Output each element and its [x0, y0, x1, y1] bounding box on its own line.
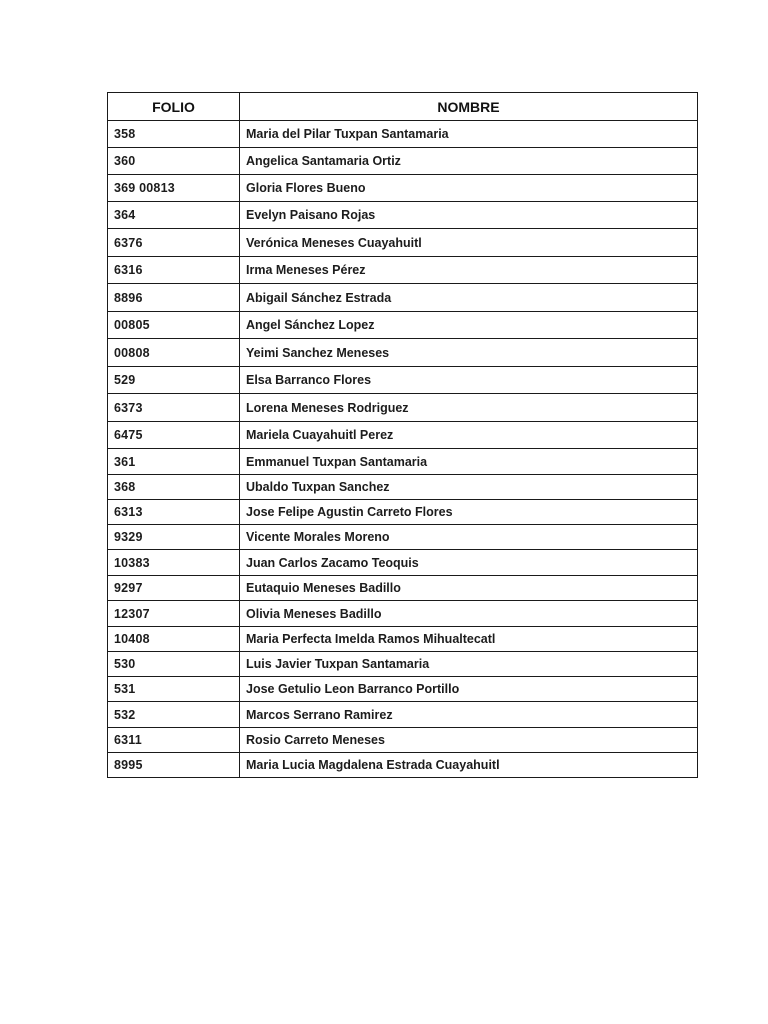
nombre-cell: Jose Getulio Leon Barranco Portillo [240, 677, 698, 702]
folio-cell: 364 [108, 202, 240, 229]
table-row [108, 229, 698, 257]
folio-cell: 6373 [108, 394, 240, 422]
folio-cell: 9297 [108, 576, 240, 601]
nombre-cell: Rosio Carreto Meneses [240, 728, 698, 753]
table-row [108, 284, 698, 312]
nombre-cell: Vicente Morales Moreno [240, 525, 698, 550]
nombre-cell: Juan Carlos Zacamo Teoquis [240, 550, 698, 576]
folio-cell: 9329 [108, 525, 240, 550]
nombre-cell: Mariela Cuayahuitl Perez [240, 422, 698, 449]
folio-cell: 361 [108, 449, 240, 475]
folio-cell: 10383 [108, 550, 240, 576]
nombre-cell: Verónica Meneses Cuayahuitl [240, 229, 698, 257]
folio-cell: 6313 [108, 500, 240, 525]
nombre-cell: Maria Perfecta Imelda Ramos Mihualtecatl [240, 627, 698, 652]
nombre-cell: Elsa Barranco Flores [240, 367, 698, 394]
folio-cell: 6316 [108, 257, 240, 284]
nombre-cell: Angel Sánchez Lopez [240, 312, 698, 339]
nombre-cell: Yeimi Sanchez Meneses [240, 339, 698, 367]
folio-cell: 531 [108, 677, 240, 702]
folio-name-table [107, 92, 698, 778]
folio-cell: 532 [108, 702, 240, 728]
folio-cell: 530 [108, 652, 240, 677]
nombre-cell: Ubaldo Tuxpan Sanchez [240, 475, 698, 500]
folio-cell: 529 [108, 367, 240, 394]
nombre-cell: Emmanuel Tuxpan Santamaria [240, 449, 698, 475]
table-row [108, 339, 698, 367]
folio-cell: 12307 [108, 601, 240, 627]
table-row [108, 728, 698, 753]
table-row [108, 753, 698, 778]
table-row [108, 550, 698, 576]
folio-cell: 8995 [108, 753, 240, 778]
nombre-cell: Lorena Meneses Rodriguez [240, 394, 698, 422]
folio-cell: 358 [108, 121, 240, 148]
nombre-cell: Gloria Flores Bueno [240, 175, 698, 202]
table-row [108, 500, 698, 525]
table-row [108, 257, 698, 284]
table-row [108, 312, 698, 339]
nombre-cell: Irma Meneses Pérez [240, 257, 698, 284]
table-row [108, 121, 698, 148]
nombre-cell: Eutaquio Meneses Badillo [240, 576, 698, 601]
nombre-cell: Jose Felipe Agustin Carreto Flores [240, 500, 698, 525]
nombre-cell: Luis Javier Tuxpan Santamaria [240, 652, 698, 677]
nombre-cell: Olivia Meneses Badillo [240, 601, 698, 627]
folio-cell: 6376 [108, 229, 240, 257]
table-row [108, 202, 698, 229]
folio-cell: 6311 [108, 728, 240, 753]
table-row [108, 702, 698, 728]
table-header [108, 93, 698, 121]
table-row [108, 394, 698, 422]
table-row [108, 525, 698, 550]
table-row [108, 677, 698, 702]
nombre-column-header: NOMBRE [240, 93, 698, 121]
folio-cell: 00805 [108, 312, 240, 339]
table-row [108, 422, 698, 449]
table-row [108, 652, 698, 677]
folio-cell: 369 00813 [108, 175, 240, 202]
table-body [108, 121, 698, 778]
folio-cell: 6475 [108, 422, 240, 449]
table-row [108, 475, 698, 500]
table-row [108, 627, 698, 652]
table-row [108, 175, 698, 202]
table-row [108, 601, 698, 627]
folio-column-header: FOLIO [108, 93, 240, 121]
folio-cell: 8896 [108, 284, 240, 312]
table-row [108, 367, 698, 394]
nombre-cell: Evelyn Paisano Rojas [240, 202, 698, 229]
table-row [108, 449, 698, 475]
header-row [108, 93, 698, 121]
folio-cell: 10408 [108, 627, 240, 652]
nombre-cell: Maria del Pilar Tuxpan Santamaria [240, 121, 698, 148]
nombre-cell: Maria Lucia Magdalena Estrada Cuayahuitl [240, 753, 698, 778]
folio-cell: 368 [108, 475, 240, 500]
nombre-cell: Angelica Santamaria Ortiz [240, 148, 698, 175]
nombre-cell: Abigail Sánchez Estrada [240, 284, 698, 312]
table-row [108, 148, 698, 175]
folio-cell: 00808 [108, 339, 240, 367]
table-row [108, 576, 698, 601]
folio-cell: 360 [108, 148, 240, 175]
nombre-cell: Marcos Serrano Ramirez [240, 702, 698, 728]
